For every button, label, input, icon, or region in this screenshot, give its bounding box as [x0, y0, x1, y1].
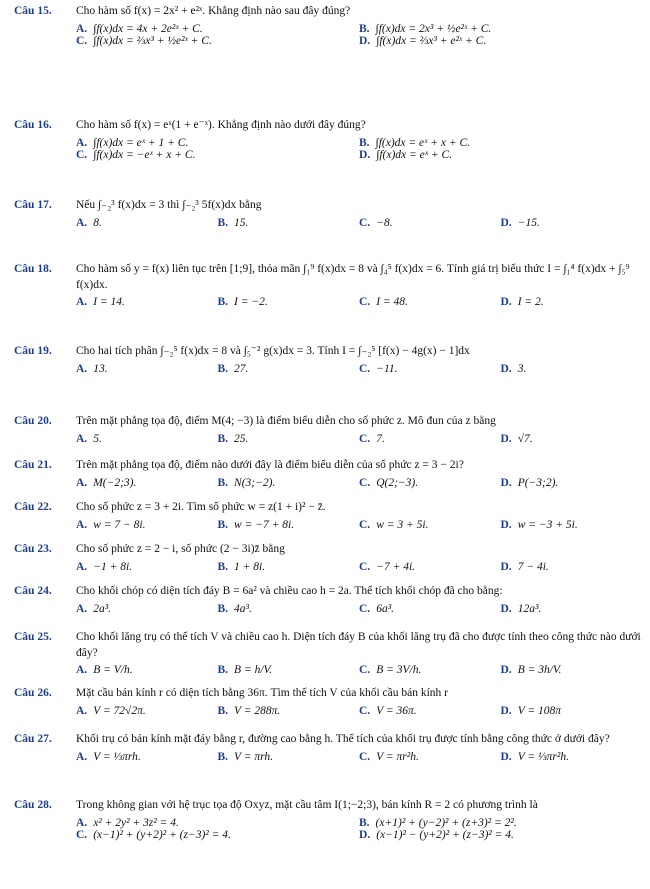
- option-label: D.: [500, 432, 512, 445]
- options-list: [76, 664, 642, 676]
- option-label: B.: [359, 22, 370, 35]
- question-27: [14, 732, 642, 763]
- option-d[interactable]: [501, 603, 643, 615]
- options-list: [76, 477, 642, 489]
- option-label: D.: [359, 34, 371, 47]
- option-text: Q(2;−3).: [376, 476, 419, 489]
- option-label: C.: [359, 518, 371, 531]
- options-list: [76, 603, 642, 615]
- option-text: 8.: [93, 216, 102, 229]
- option-d[interactable]: [501, 296, 643, 308]
- option-d[interactable]: [359, 829, 642, 841]
- question-18: [14, 262, 642, 308]
- option-label: A.: [76, 216, 88, 229]
- question-stem: Nếu ∫₋₂³ f(x)dx = 3 thì ∫₋₂³ 5f(x)dx bằng: [76, 199, 262, 211]
- question-stem: Trong không gian với hệ trục tọa độ Oxyz, mặt cầu tâm I(1;−2;3), bán kính R = 2 có phương trình là: [76, 799, 538, 811]
- option-text: ∫f(x)dx = eˣ + x + C.: [375, 136, 471, 149]
- option-a[interactable]: [76, 705, 218, 717]
- options-list: [76, 751, 642, 763]
- options-list: [76, 433, 642, 445]
- option-text: ∫f(x)dx = eˣ + 1 + C.: [93, 136, 189, 149]
- option-text: B = 3V/h.: [376, 664, 422, 677]
- option-text: V = 72√2π.: [93, 704, 146, 717]
- question-number: Câu 18.: [14, 263, 52, 275]
- option-text: 12a³.: [517, 602, 542, 615]
- option-text: 2a³.: [93, 602, 112, 615]
- option-text: N(3;−2).: [234, 476, 276, 489]
- option-b[interactable]: [359, 817, 642, 829]
- question-22: [14, 500, 642, 531]
- option-b[interactable]: [218, 664, 360, 676]
- option-label: D.: [500, 602, 512, 615]
- option-text: ∫f(x)dx = ⅔x³ + e²ˣ + C.: [376, 34, 487, 47]
- option-b[interactable]: [218, 751, 360, 763]
- option-label: A.: [76, 560, 88, 573]
- option-c[interactable]: [359, 705, 501, 717]
- options-list: [76, 137, 642, 161]
- question-stem: Cho số phức z = 2 − i, số phức (2 − 3i)z̄ bằng: [76, 543, 285, 555]
- option-label: A.: [76, 136, 88, 149]
- option-text: −8.: [376, 216, 393, 229]
- option-d[interactable]: [501, 519, 643, 531]
- option-label: B.: [217, 476, 229, 489]
- question-number: Câu 24.: [14, 585, 52, 597]
- option-text: w = −7 + 8i.: [234, 518, 295, 531]
- option-text: B = h/V.: [234, 664, 272, 677]
- option-c[interactable]: [359, 217, 501, 229]
- options-list: [76, 705, 642, 717]
- option-text: 25.: [234, 432, 249, 445]
- option-a[interactable]: [76, 23, 359, 35]
- option-c[interactable]: [359, 296, 501, 308]
- question-17: [14, 198, 642, 229]
- question-24: [14, 584, 642, 615]
- option-c[interactable]: [76, 35, 359, 47]
- option-label: C.: [359, 296, 371, 309]
- option-a[interactable]: [76, 217, 218, 229]
- option-text: V = πr²h.: [376, 750, 419, 763]
- question-number: Câu 23.: [14, 543, 52, 555]
- option-text: (x+1)² + (y−2)² + (z+3)² = 2².: [375, 816, 517, 829]
- option-b[interactable]: [218, 705, 360, 717]
- question-number: Câu 16.: [14, 119, 52, 131]
- question-number: Câu 27.: [14, 733, 52, 745]
- question-number: Câu 25.: [14, 631, 52, 643]
- question-20: [14, 414, 642, 445]
- question-number: Câu 21.: [14, 459, 52, 471]
- option-text: −7 + 4i.: [376, 560, 416, 573]
- option-a[interactable]: [76, 519, 218, 531]
- option-label: D.: [359, 148, 371, 161]
- option-label: A.: [76, 432, 88, 445]
- question-stem: Cho số phức z = 3 + 2i. Tìm số phức w = z(1 + i)² − z̄.: [76, 501, 326, 513]
- option-c[interactable]: [359, 561, 501, 573]
- option-b[interactable]: [218, 477, 360, 489]
- option-label: C.: [359, 216, 371, 229]
- option-text: I = −2.: [234, 296, 268, 309]
- option-text: V = 288π.: [234, 704, 281, 717]
- question-stem: Mặt cầu bán kính r có diện tích bằng 36π. Tìm thể tích V của khối cầu bán kính r: [76, 687, 449, 699]
- option-text: ∫f(x)dx = 4x + 2e²ˣ + C.: [93, 22, 203, 35]
- option-a[interactable]: [76, 363, 218, 375]
- question-stem: Cho hàm số f(x) = eˣ(1 + e⁻ˣ). Khẳng định nào dưới đây đúng?: [76, 119, 366, 131]
- option-label: B.: [217, 296, 229, 309]
- option-a[interactable]: [76, 751, 218, 763]
- question-stem: Trên mặt phẳng tọa độ, điểm M(4; −3) là điểm biểu diễn cho số phức z. Mô đun của z bằng: [76, 415, 496, 427]
- question-stem: Cho hàm số f(x) = 2x² + e²ˣ. Khẳng định nào sau đây đúng?: [76, 5, 351, 17]
- option-b[interactable]: [218, 296, 360, 308]
- question-stem: Khối trụ có bán kính mặt đáy bằng r, đường cao bằng h. Thể tích của khối trụ được tính bằng công thức ở dưới đây?: [76, 733, 610, 745]
- option-c[interactable]: [359, 477, 501, 489]
- option-label: A.: [76, 22, 88, 35]
- option-label: C.: [359, 750, 371, 763]
- option-label: C.: [359, 602, 371, 615]
- options-list: [76, 296, 642, 308]
- option-label: B.: [217, 560, 229, 573]
- option-label: B.: [217, 704, 229, 717]
- option-label: C.: [359, 560, 371, 573]
- options-list: [76, 363, 642, 375]
- option-label: D.: [500, 518, 512, 531]
- option-text: I = 14.: [93, 296, 125, 309]
- option-text: B = V/h.: [93, 664, 133, 677]
- option-text: 1 + 8i.: [234, 560, 266, 573]
- option-label: C.: [359, 704, 371, 717]
- option-text: √7.: [517, 432, 533, 445]
- option-text: 3.: [517, 362, 527, 375]
- option-text: (x−1)² − (y+2)² + (z−3)² = 4.: [376, 828, 514, 841]
- option-text: −11.: [376, 362, 398, 375]
- option-label: D.: [500, 704, 512, 717]
- option-label: B.: [217, 602, 229, 615]
- option-d[interactable]: [501, 217, 643, 229]
- question-21: [14, 458, 642, 489]
- option-text: ∫f(x)dx = eˣ + C.: [376, 148, 453, 161]
- option-c[interactable]: [359, 603, 501, 615]
- option-a[interactable]: [76, 433, 218, 445]
- option-label: C.: [359, 362, 371, 375]
- question-25: [14, 630, 642, 676]
- option-text: ∫f(x)dx = 2x³ + ½e²ˣ + C.: [375, 22, 492, 35]
- option-label: C.: [76, 148, 88, 161]
- option-text: M(−2;3).: [93, 476, 137, 489]
- option-text: B = 3h/V.: [517, 664, 562, 677]
- option-d[interactable]: [501, 477, 643, 489]
- question-23: [14, 542, 642, 573]
- option-label: A.: [76, 664, 88, 677]
- option-d[interactable]: [359, 35, 642, 47]
- option-text: 15.: [234, 216, 249, 229]
- question-stem: Trên mặt phẳng tọa độ, điểm nào dưới đây là điểm biểu diễn của số phức z = 3 − 2i?: [76, 459, 464, 471]
- option-text: 6a³.: [376, 602, 395, 615]
- option-a[interactable]: [76, 817, 359, 829]
- option-d[interactable]: [359, 149, 642, 161]
- option-b[interactable]: [359, 23, 642, 35]
- option-text: V = 36π.: [376, 704, 417, 717]
- option-d[interactable]: [501, 705, 643, 717]
- option-a[interactable]: [76, 137, 359, 149]
- question-number: Câu 28.: [14, 799, 52, 811]
- option-c[interactable]: [359, 664, 501, 676]
- option-b[interactable]: [218, 519, 360, 531]
- question-15: [14, 4, 642, 47]
- option-label: A.: [76, 518, 88, 531]
- option-label: D.: [500, 560, 512, 573]
- option-a[interactable]: [76, 603, 218, 615]
- option-text: V = ⅓πrh.: [93, 750, 141, 763]
- option-label: B.: [217, 432, 229, 445]
- option-label: A.: [76, 296, 88, 309]
- option-a[interactable]: [76, 296, 218, 308]
- option-label: A.: [76, 704, 88, 717]
- option-d[interactable]: [501, 664, 643, 676]
- option-b[interactable]: [218, 603, 360, 615]
- option-label: D.: [500, 750, 512, 763]
- question-19: [14, 344, 642, 375]
- question-26: [14, 686, 642, 717]
- option-a[interactable]: [76, 664, 218, 676]
- option-text: w = −3 + 5i.: [517, 518, 578, 531]
- option-c[interactable]: [359, 363, 501, 375]
- options-list: [76, 23, 642, 47]
- option-a[interactable]: [76, 477, 218, 489]
- option-label: B.: [359, 816, 370, 829]
- option-label: C.: [359, 476, 371, 489]
- option-a[interactable]: [76, 561, 218, 573]
- option-text: w = 7 − 8i.: [93, 518, 146, 531]
- question-number: Câu 20.: [14, 415, 52, 427]
- option-text: 5.: [93, 432, 102, 445]
- option-c[interactable]: [359, 751, 501, 763]
- option-b[interactable]: [218, 217, 360, 229]
- option-text: V = 108π: [517, 704, 562, 717]
- option-text: 7 − 4i.: [517, 560, 549, 573]
- question-number: Câu 22.: [14, 501, 52, 513]
- option-label: B.: [217, 664, 229, 677]
- question-number: Câu 19.: [14, 345, 52, 357]
- option-label: D.: [500, 296, 512, 309]
- question-stem: Cho khối chóp có diện tích đáy B = 6a² và chiều cao h = 2a. Thể tích khối chóp đã cho bằng:: [76, 585, 503, 597]
- option-label: B.: [217, 750, 229, 763]
- option-label: A.: [76, 750, 88, 763]
- option-label: C.: [359, 432, 371, 445]
- option-label: A.: [76, 476, 88, 489]
- option-label: A.: [76, 602, 88, 615]
- question-number: Câu 17.: [14, 199, 52, 211]
- option-text: V = πrh.: [234, 750, 274, 763]
- option-text: I = 2.: [517, 296, 544, 309]
- option-label: A.: [76, 362, 88, 375]
- option-d[interactable]: [501, 561, 643, 573]
- option-text: I = 48.: [376, 296, 408, 309]
- option-d[interactable]: [501, 363, 643, 375]
- options-list: [76, 217, 642, 229]
- option-text: x² + 2y² + 3z² = 4.: [93, 816, 179, 829]
- option-label: B.: [217, 216, 229, 229]
- option-text: 27.: [234, 362, 249, 375]
- option-label: B.: [359, 136, 370, 149]
- option-label: D.: [500, 362, 512, 375]
- option-label: C.: [76, 828, 88, 841]
- options-list: [76, 561, 642, 573]
- option-d[interactable]: [501, 433, 643, 445]
- options-list: [76, 817, 642, 841]
- question-stem: Cho hai tích phân ∫₋₂⁵ f(x)dx = 8 và ∫₅⁻² g(x)dx = 3. Tính I = ∫₋₂⁵ [f(x) − 4g(x) − 1]dx: [76, 345, 470, 357]
- option-c[interactable]: [359, 519, 501, 531]
- option-label: D.: [500, 476, 512, 489]
- option-label: D.: [500, 216, 512, 229]
- option-label: D.: [500, 664, 512, 677]
- option-d[interactable]: [501, 751, 643, 763]
- option-text: 13.: [93, 362, 108, 375]
- question-stem: Cho hàm số y = f(x) liên tục trên [1;9], thỏa mãn ∫₁⁹ f(x)dx = 8 và ∫₄⁵ f(x)dx = 6. Tính giá trị biểu thức I = ∫₁⁴ f(x)dx + ∫₅⁹ f(x)dx.: [76, 263, 630, 291]
- option-c[interactable]: [359, 433, 501, 445]
- question-16: [14, 118, 642, 161]
- option-label: B.: [217, 362, 229, 375]
- options-list: [76, 519, 642, 531]
- option-label: C.: [359, 664, 371, 677]
- option-text: −15.: [517, 216, 540, 229]
- option-label: B.: [217, 518, 229, 531]
- option-text: ∫f(x)dx = ⅔x³ + ½e²ˣ + C.: [93, 34, 212, 47]
- option-b[interactable]: [218, 433, 360, 445]
- option-label: C.: [76, 34, 88, 47]
- option-label: A.: [76, 816, 88, 829]
- option-text: ∫f(x)dx = −eˣ + x + C.: [93, 148, 196, 161]
- option-b[interactable]: [218, 561, 360, 573]
- option-text: 7.: [376, 432, 385, 445]
- option-b[interactable]: [218, 363, 360, 375]
- option-text: (x−1)² + (y+2)² + (z−3)² = 4.: [93, 828, 231, 841]
- question-28: [14, 798, 642, 841]
- question-stem: Cho khối lăng trụ có thể tích V và chiều cao h. Diện tích đáy B của khối lăng trụ đã cho được tính theo công thức nào dưới đây?: [76, 631, 641, 659]
- option-text: V = ⅓πr²h.: [517, 750, 569, 763]
- option-text: P(−3;2).: [517, 476, 559, 489]
- option-c[interactable]: [76, 829, 359, 841]
- option-label: D.: [359, 828, 371, 841]
- question-number: Câu 15.: [14, 5, 52, 17]
- option-b[interactable]: [359, 137, 642, 149]
- question-number: Câu 26.: [14, 687, 52, 699]
- option-c[interactable]: [76, 149, 359, 161]
- option-text: −1 + 8i.: [93, 560, 133, 573]
- option-text: 4a³.: [234, 602, 252, 615]
- option-text: w = 3 + 5i.: [376, 518, 429, 531]
